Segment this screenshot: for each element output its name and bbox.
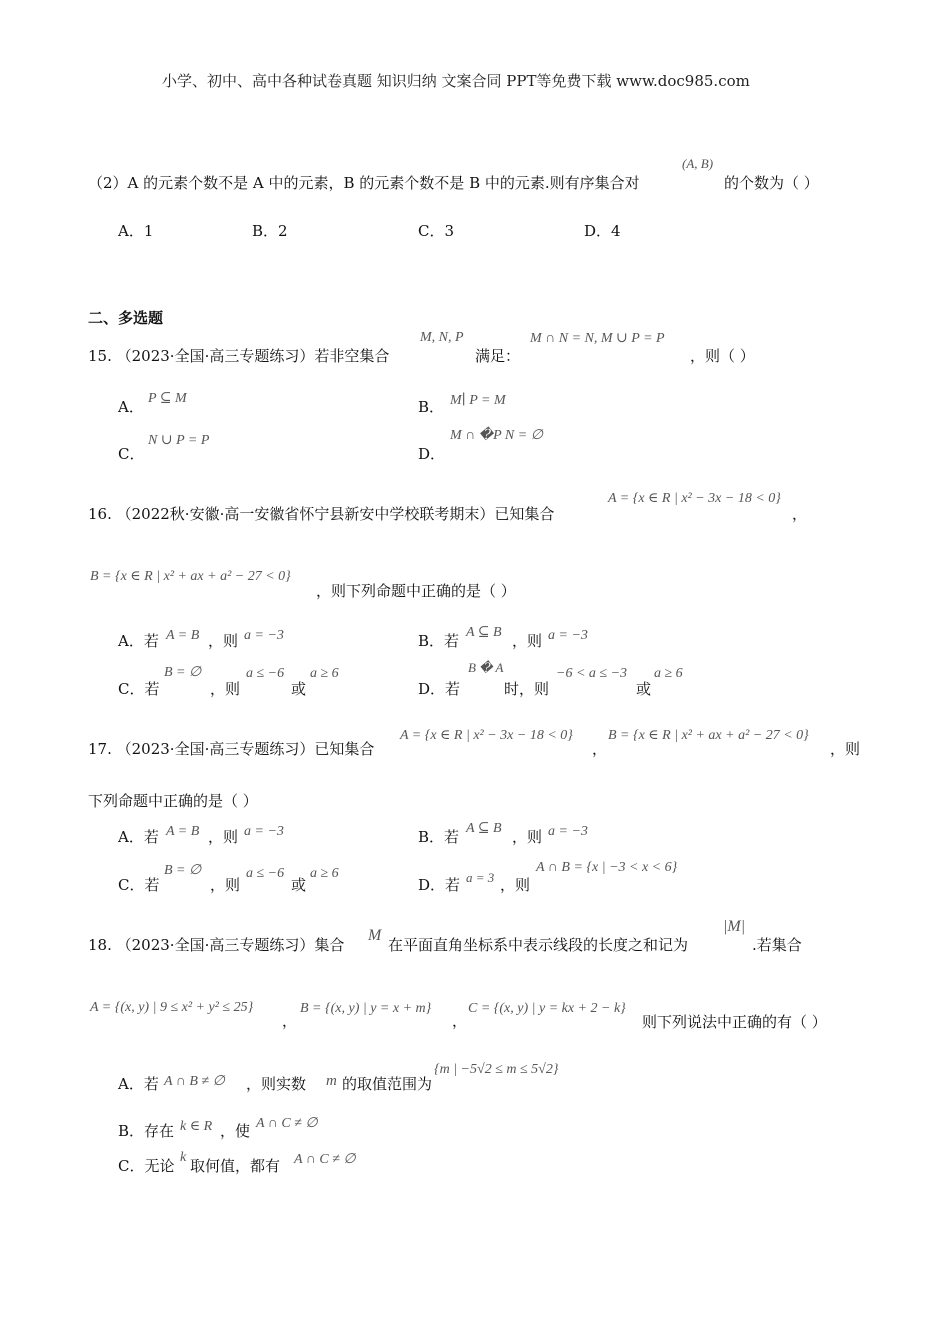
- q15-option-b-label: B．: [418, 398, 445, 416]
- q15-sets: M, N, P: [420, 330, 464, 345]
- q14-2-pair: (A, B): [682, 156, 714, 171]
- q16-option-a-cond: A = B: [166, 628, 200, 643]
- q15-option-a: P ⊆ M: [148, 391, 187, 406]
- q18-set-b: B = {(x, y) | y = x + m}: [300, 1001, 432, 1016]
- q17-option-b-mid: ，则: [512, 828, 543, 846]
- q18-option-b-label: B．存在: [118, 1122, 175, 1140]
- q15-stem: 15. （2023·全国·高三专题练习）若非空集合: [88, 347, 390, 365]
- q18-mid: 在平面直角坐标系中表示线段的长度之和记为: [388, 936, 689, 954]
- q16-option-d-result1: −6 < a ≤ −3: [556, 666, 628, 681]
- q17-option-c-cond: B = ∅: [164, 863, 202, 878]
- q17-option-a-mid: ，则: [208, 828, 239, 846]
- q17-comma: ，: [592, 740, 608, 758]
- q17-option-a-cond: A = B: [166, 824, 200, 839]
- q14-2-option-c: C．3: [418, 222, 455, 240]
- q16-option-a-label: A．若: [118, 632, 159, 650]
- q18-end: .若集合: [752, 936, 802, 954]
- q17-stem-line2: 下列命题中正确的是（ ）: [88, 792, 258, 810]
- q17-option-b-label: B．若: [418, 828, 460, 846]
- q18-abs-m: |M|: [723, 918, 746, 935]
- q18-option-b-cond: k ∈ R: [180, 1119, 213, 1134]
- q16-option-c-result2: a ≥ 6: [310, 666, 339, 681]
- q18-set-c: C = {(x, y) | y = kx + 2 − k}: [468, 1001, 626, 1016]
- q18-option-a-label: A．若: [118, 1075, 159, 1093]
- q18-option-c-var: k: [180, 1150, 187, 1165]
- q16-option-c-result1: a ≤ −6: [246, 666, 285, 681]
- q17-option-b-result: a = −3: [548, 824, 588, 839]
- q17-option-c-label: C．若: [118, 876, 160, 894]
- q16-option-d-label: D．若: [418, 680, 461, 698]
- q17-option-a-result: a = −3: [244, 824, 284, 839]
- q16-option-b-mid: ，则: [512, 632, 543, 650]
- q16-set-a: A = {x ∈ R | x² − 3x − 18 < 0}: [608, 491, 781, 506]
- q14-2-tail: 的个数为（ ）: [724, 174, 819, 192]
- q17-option-c-result1: a ≤ −6: [246, 866, 285, 881]
- q18-option-a-mid2: 的取值范围为: [342, 1075, 433, 1093]
- q17-option-c-or: 或: [291, 876, 307, 894]
- q16-option-a-mid: ，则: [208, 632, 239, 650]
- q17-option-b-cond: A ⊆ B: [466, 821, 502, 836]
- q14-2-option-a: A．1: [118, 222, 154, 240]
- q17-option-c-mid: ，则: [210, 876, 241, 894]
- q18-option-a-var: m: [326, 1073, 337, 1089]
- q16-option-c-or: 或: [291, 680, 307, 698]
- q15-option-b: M∣ P = M: [450, 393, 506, 408]
- q16-option-c-cond: B = ∅: [164, 665, 202, 680]
- q18-set-m: M: [368, 927, 382, 944]
- q16-option-b-label: B．若: [418, 632, 460, 650]
- q18-option-c-result: A ∩ C ≠ ∅: [294, 1152, 356, 1167]
- q15-option-c-label: C．: [118, 445, 145, 463]
- q17-set-b: B = {x ∈ R | x² + ax + a² − 27 < 0}: [608, 728, 809, 743]
- q16-option-c-label: C．若: [118, 680, 160, 698]
- q18-option-c-label: C．无论: [118, 1157, 175, 1175]
- q16-option-a-result: a = −3: [244, 628, 284, 643]
- q15-satisfies: 满足：: [475, 347, 521, 365]
- q17-then: ，则: [830, 740, 861, 758]
- q16-option-d-mid: 时，则: [504, 680, 550, 698]
- q18-option-a-mid: ，则实数: [246, 1075, 307, 1093]
- q18-comma-1: ，: [282, 1012, 298, 1030]
- q15-then: ，则（ ）: [690, 347, 755, 365]
- q18-option-b-mid: ，使: [220, 1122, 251, 1140]
- q18-stem: 18. （2023·全国·高三专题练习）集合: [88, 936, 345, 954]
- page-header: 小学、初中、高中各种试卷真题 知识归纳 文案合同 PPT等免费下载 www.doc985.com: [162, 72, 750, 90]
- q14-2-option-d: D．4: [584, 222, 621, 240]
- q14-2-stem: （2）A 的元素个数不是 A 中的元素，B 的元素个数不是 B 中的元素.则有序集合对: [88, 174, 640, 192]
- q15-condition: M ∩ N = N, M ∪ P = P: [530, 331, 665, 346]
- q17-option-c-result2: a ≥ 6: [310, 866, 339, 881]
- q15-option-d-label: D．: [418, 445, 446, 463]
- q14-2-option-b: B．2: [252, 222, 288, 240]
- q17-stem: 17. （2023·全国·高三专题练习）已知集合: [88, 740, 375, 758]
- q15-option-c: N ∪ P = P: [148, 433, 210, 448]
- q16-comma: ，: [792, 505, 808, 523]
- q17-set-a: A = {x ∈ R | x² − 3x − 18 < 0}: [400, 728, 573, 743]
- q17-option-d-label: D．若: [418, 876, 461, 894]
- q17-option-d-result: A ∩ B = {x | −3 < x < 6}: [536, 860, 678, 875]
- q15-option-a-label: A．: [118, 398, 144, 416]
- q18-option-a-cond: A ∩ B ≠ ∅: [164, 1074, 225, 1089]
- q16-stem: 16. （2022秋·安徽·高一安徽省怀宁县新安中学校联考期末）已知集合: [88, 505, 555, 523]
- q16-option-d-result2: a ≥ 6: [654, 666, 683, 681]
- q16-option-c-mid: ，则: [210, 680, 241, 698]
- q18-option-a-range: {m | −5√2 ≤ m ≤ 5√2}: [434, 1062, 559, 1077]
- section-title-multiple-choice: 二、多选题: [88, 309, 164, 327]
- q16-set-b: B = {x ∈ R | x² + ax + a² − 27 < 0}: [90, 569, 291, 584]
- q18-comma-2: ，: [452, 1012, 468, 1030]
- q18-set-a: A = {(x, y) | 9 ≤ x² + y² ≤ 25}: [90, 1000, 254, 1015]
- q16-option-b-cond: A ⊆ B: [466, 625, 502, 640]
- q18-option-b-result: A ∩ C ≠ ∅: [256, 1116, 318, 1131]
- q18-then: 则下列说法中正确的有（ ）: [642, 1013, 827, 1031]
- q18-option-c-mid: 取何值，都有: [190, 1157, 281, 1175]
- q16-option-b-result: a = −3: [548, 628, 588, 643]
- q17-option-d-mid: ，则: [500, 876, 531, 894]
- q16-option-d-or: 或: [636, 680, 652, 698]
- q15-option-d: M ∩ �P N = ∅: [450, 428, 543, 443]
- q16-option-d-cond: B � A: [468, 660, 504, 675]
- q17-option-a-label: A．若: [118, 828, 159, 846]
- q17-option-d-cond: a = 3: [466, 870, 495, 885]
- q16-then: ，则下列命题中正确的是（ ）: [316, 582, 516, 600]
